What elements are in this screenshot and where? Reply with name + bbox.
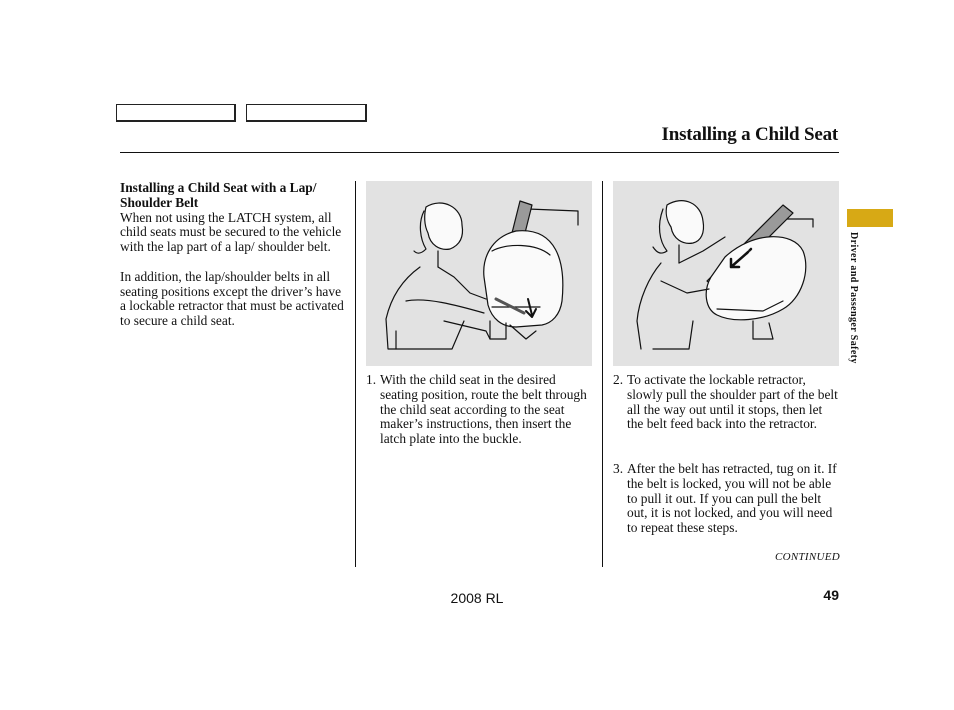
step-text: After the belt has retracted, tug on it. If the belt is locked, you will not be able to pull it out. If you can pull the belt out, it is not locked, and you will need to repeat these steps. xyxy=(627,461,837,536)
step-text: To activate the lockable retractor, slowly pull the shoulder part of the belt all the way out until it stops, then let the belt feed back into the retractor. xyxy=(627,372,838,432)
step-3 xyxy=(613,462,841,536)
step-number: 1. xyxy=(366,372,377,387)
left-column xyxy=(120,181,350,329)
column-divider xyxy=(355,181,356,567)
step-1 xyxy=(366,373,590,447)
section-tab xyxy=(847,209,893,227)
illustration-pull-belt xyxy=(613,181,839,366)
footer-model: 2008 RL xyxy=(450,590,504,606)
step-text: With the child seat in the desired seating position, route the belt through the child seat according to the seat maker’s instructions, then insert the latch plate into the buckle. xyxy=(380,372,587,447)
section-side-label: Driver and Passenger Safety xyxy=(848,232,859,364)
step-2 xyxy=(613,373,841,432)
page-title: Installing a Child Seat xyxy=(661,124,838,145)
step-number: 2. xyxy=(613,372,624,387)
column-divider xyxy=(602,181,603,567)
intro-paragraph: When not using the LATCH system, all child seats must be secured to the vehicle with the lap part of a lap/ shoulder belt. xyxy=(120,209,342,255)
nav-button-1[interactable] xyxy=(116,104,236,122)
title-rule xyxy=(120,152,839,153)
page-number: 49 xyxy=(823,587,839,603)
illustration-route-belt xyxy=(366,181,592,366)
step-number: 3. xyxy=(613,461,624,476)
continued-label: CONTINUED xyxy=(774,551,840,563)
nav-button-2[interactable] xyxy=(246,104,367,122)
section-heading: Installing a Child Seat with a Lap/ Shoulder Belt xyxy=(120,180,317,210)
retractor-paragraph: In addition, the lap/shoulder belts in all seating positions except the driver’s have a lockable retractor that must be activated to secure a child seat. xyxy=(120,268,344,329)
